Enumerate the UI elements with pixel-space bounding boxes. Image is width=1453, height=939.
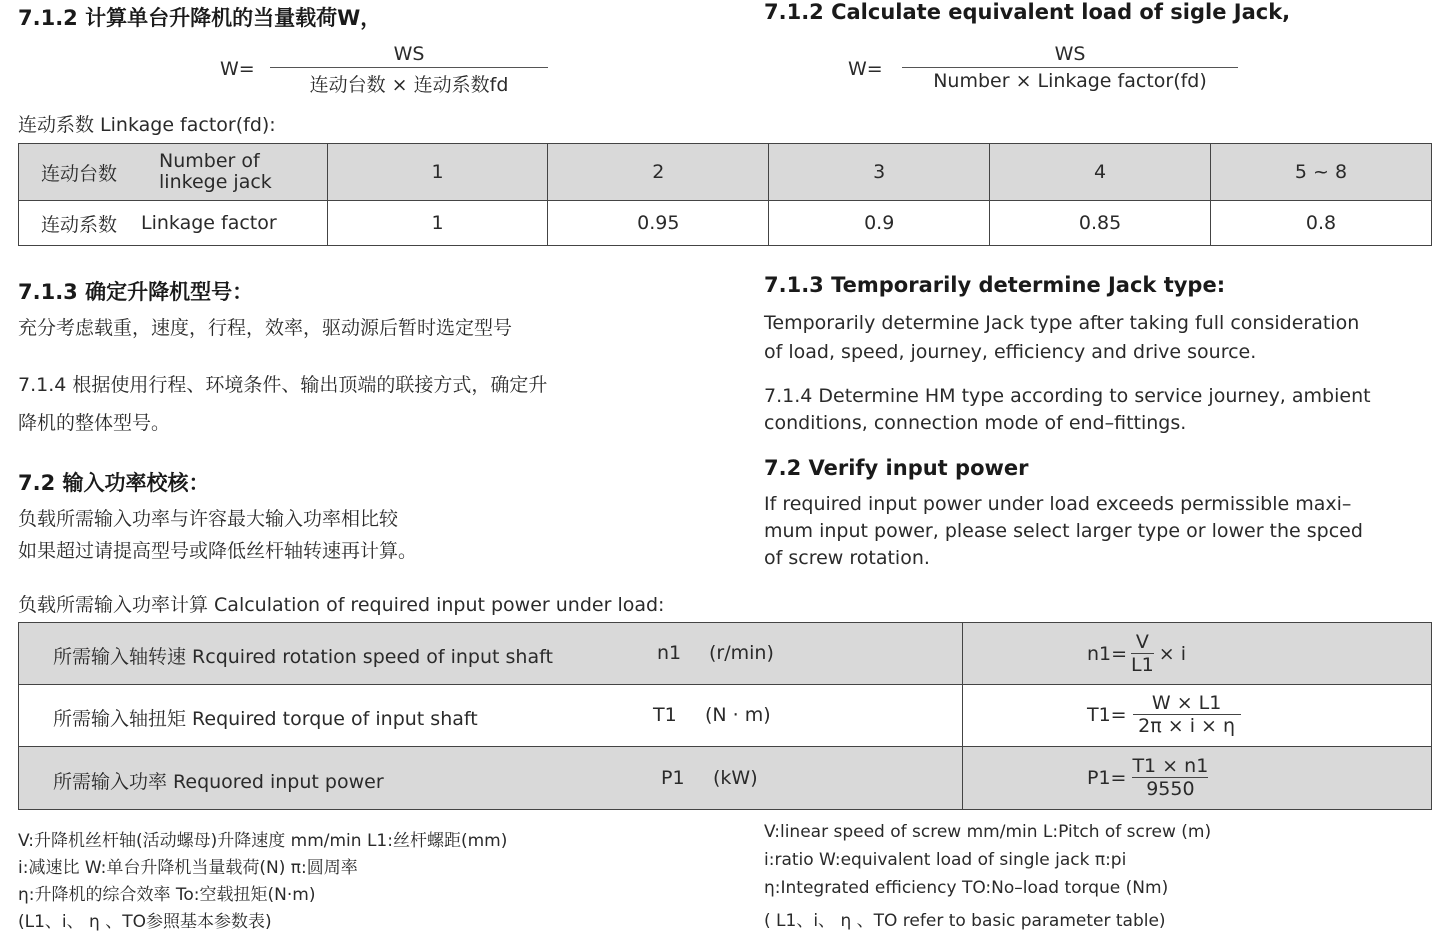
- row-desc-text: 所需输入轴转速 Rcquired rotation speed of input shaft: [53, 646, 553, 668]
- row-label-en-line2: linkege jack: [159, 171, 272, 193]
- row-description: [19, 623, 962, 684]
- row-unit: (kW): [713, 767, 758, 789]
- formula-numerator: WS: [1054, 43, 1086, 65]
- row-label-cn: 连动台数: [41, 162, 118, 185]
- fraction-bar: [270, 67, 548, 68]
- table-cell: [19, 747, 963, 810]
- section-714-line2-en: conditions, connection mode of end–fittings.: [764, 412, 1187, 434]
- section-712-title-en: 7.1.2 Calculate equivalent load of sigle Jack,: [764, 0, 1291, 24]
- formula-cell: [963, 623, 1431, 684]
- table-cell: 5 ~ 8: [1210, 144, 1431, 201]
- row-label-en: Linkage factor: [141, 212, 277, 234]
- table-cell: 1: [327, 144, 548, 201]
- row-desc-text: 所需输入轴扭矩 Required torque of input shaft: [53, 708, 478, 730]
- section-72-title-cn: 7.2 输入功率校核：: [18, 471, 210, 495]
- row-description: [19, 747, 962, 809]
- formula-lhs-cn: W=: [220, 58, 255, 80]
- formula-fraction-cn: [270, 43, 548, 97]
- section-72-line3-en: of screw rotation.: [764, 547, 930, 569]
- table-cell: [962, 747, 1431, 810]
- formula-lhs: P1=: [1086, 766, 1127, 789]
- table-row: [19, 747, 1432, 810]
- table-row: [19, 623, 1432, 685]
- table-cell: 0.9: [769, 201, 990, 246]
- formula-cell: [963, 747, 1431, 809]
- formula-n1: [1087, 631, 1186, 676]
- fraction-bar: [902, 67, 1238, 68]
- row-symbol: T1: [653, 704, 677, 726]
- denominator: L1: [1131, 654, 1154, 676]
- table-cell: 3: [769, 144, 990, 201]
- formula-lhs: n1=: [1086, 642, 1128, 665]
- formula-lhs: T1=: [1086, 703, 1127, 726]
- table-cell: [19, 685, 963, 747]
- row-unit: (N · m): [705, 704, 771, 726]
- formula-numerator: WS: [393, 43, 425, 65]
- note-line-en: η:Integrated efficiency TO:No–load torque (Nm): [764, 878, 1169, 898]
- table-row: [19, 201, 1432, 246]
- fraction: [1132, 755, 1208, 800]
- numerator: T1 × n1: [1132, 755, 1209, 777]
- denominator: 2π × i × η: [1133, 714, 1241, 737]
- table-cell: 0.95: [548, 201, 769, 246]
- section-714-line2-cn: 降机的整体型号。: [18, 412, 171, 434]
- section-712-title-cn: 7.1.2 计算单台升降机的当量载荷W，: [18, 6, 382, 30]
- table-cell: 2: [548, 144, 769, 201]
- section-713-line2-en: of load, speed, journey, efficiency and drive source.: [764, 341, 1257, 363]
- formula-lhs-en: W=: [848, 58, 883, 80]
- numerator: W × L1: [1151, 692, 1222, 714]
- formula-denominator: Number × Linkage factor(fd): [933, 70, 1207, 92]
- calc-caption: 负载所需输入功率计算 Calculation of required input power under load:: [18, 594, 665, 616]
- linkage-caption: 连动系数 Linkage factor(fd):: [18, 114, 276, 136]
- row-label-en-line1: Number of: [159, 150, 260, 172]
- row-description: [19, 685, 962, 746]
- note-line-en: ( L1、i、 η 、TO refer to basic parameter table): [764, 911, 1166, 931]
- row-unit: (r/min): [709, 642, 774, 664]
- table-cell: [962, 623, 1431, 685]
- row-symbol: P1: [661, 767, 685, 789]
- table-cell: [19, 623, 963, 685]
- section-713-line1-en: Temporarily determine Jack type after taking full consideration: [764, 312, 1360, 334]
- formula-rhs: × i: [1158, 642, 1186, 665]
- table-header-cell: [19, 144, 328, 201]
- section-72-line1-cn: 负载所需输入功率与许容最大输入功率相比较: [18, 508, 399, 530]
- note-line-en: V:linear speed of screw mm/min L:Pitch of screw (m): [764, 822, 1212, 842]
- table-row: [19, 144, 1432, 201]
- note-line-cn: (L1、i、 η 、TO参照基本参数表): [18, 912, 272, 932]
- fraction: [1133, 692, 1241, 737]
- linkage-factor-table: [18, 143, 1432, 246]
- table-cell: 1: [327, 201, 548, 246]
- section-72-line2-en: mum input power, please select larger type or lower the spced: [764, 520, 1363, 542]
- formula-p1: [1087, 755, 1208, 800]
- formula-denominator: 连动台数 × 连动系数fd: [309, 74, 509, 96]
- section-713-text-cn: 充分考虑载重，速度，行程，效率，驱动源后暂时选定型号: [18, 317, 513, 339]
- denominator: 9550: [1132, 777, 1208, 800]
- section-72-line2-cn: 如果超过请提高型号或降低丝杆轴转速再计算。: [18, 540, 418, 562]
- formula-fraction-en: [902, 43, 1238, 92]
- numerator: V: [1135, 631, 1149, 653]
- note-line-cn: η:升降机的综合效率 To:空载扭矩(N·m): [18, 885, 316, 905]
- row-symbol: n1: [657, 642, 682, 664]
- power-calc-table: [18, 622, 1432, 810]
- section-714-line1-cn: 7.1.4 根据使用行程、环境条件、输出顶端的联接方式，确定升: [18, 374, 548, 396]
- formula-cell: [963, 685, 1431, 746]
- table-row: [19, 685, 1432, 747]
- formula-t1: [1087, 692, 1241, 737]
- row-label-en: [159, 151, 272, 193]
- table-header-cell: [19, 201, 328, 246]
- note-line-en: i:ratio W:equivalent load of single jack π:pi: [764, 850, 1127, 870]
- table-cell: 0.8: [1210, 201, 1431, 246]
- note-line-cn: i:减速比 W:单台升降机当量载荷(N) π:圆周率: [18, 858, 358, 878]
- row-desc-text: 所需输入功率 Requored input power: [53, 771, 384, 793]
- table-cell: [962, 685, 1431, 747]
- row-label-cn: 连动系数: [41, 213, 118, 236]
- section-713-title-en: 7.1.3 Temporarily determine Jack type:: [764, 273, 1226, 297]
- section-72-title-en: 7.2 Verify input power: [764, 456, 1029, 480]
- fraction: [1131, 631, 1154, 676]
- note-line-cn: V:升降机丝杆轴(活动螺母)升降速度 mm/min L1:丝杆螺距(mm): [18, 831, 508, 851]
- table-cell: 0.85: [990, 201, 1211, 246]
- section-72-line1-en: If required input power under load exceeds permissible maxi–: [764, 493, 1352, 515]
- section-713-title-cn: 7.1.3 确定升降机型号：: [18, 280, 254, 304]
- table-cell: 4: [990, 144, 1211, 201]
- section-714-line1-en: 7.1.4 Determine HM type according to service journey, ambient: [764, 385, 1371, 407]
